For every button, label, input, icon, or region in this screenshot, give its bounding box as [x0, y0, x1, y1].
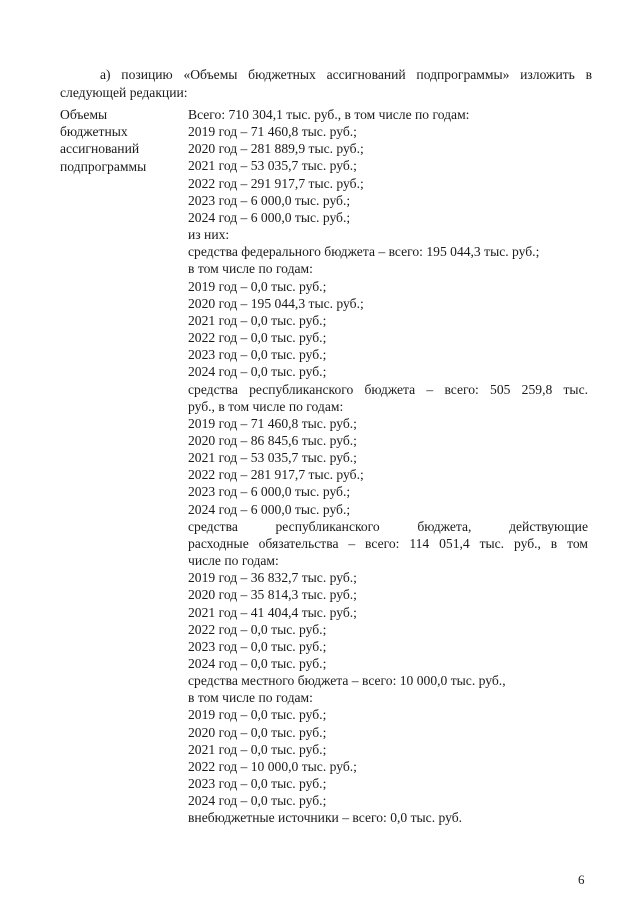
budget-line: 2022 год – 0,0 тыс. руб.; [188, 330, 327, 346]
budget-line: 2020 год – 0,0 тыс. руб.; [188, 724, 327, 740]
budget-line: Всего: 710 304,1 тыс. руб., в том числе по годам: [188, 107, 470, 122]
budget-line: 2022 год – 0,0 тыс. руб.; [188, 621, 327, 637]
label-line: ассигнований [60, 141, 140, 157]
budget-line: 2020 год – 35 814,3 тыс. руб.; [188, 587, 357, 603]
budget-line: внебюджетные источники – всего: 0,0 тыс. руб. [188, 810, 463, 826]
budget-line: средства республиканского бюджета – всего: 505 259,8 тыс. [188, 381, 588, 397]
budget-line: 2021 год – 0,0 тыс. руб.; [188, 741, 327, 757]
budget-line: 2019 год – 36 832,7 тыс. руб.; [188, 570, 357, 586]
budget-line: 2021 год – 0,0 тыс. руб.; [188, 312, 327, 328]
budget-line: средства местного бюджета – всего: 10 000,0 тыс. руб., [188, 673, 506, 689]
budget-line: 2023 год – 6 000,0 тыс. руб.; [188, 192, 351, 208]
budget-values-column [188, 106, 588, 827]
budget-line: 2024 год – 6 000,0 тыс. руб.; [188, 501, 351, 517]
budget-line: средства республиканского бюджета, действующие [188, 518, 588, 534]
budget-line: 2019 год – 0,0 тыс. руб.; [188, 707, 327, 723]
intro-paragraph: а) позицию «Объемы бюджетных ассигнований подпрограммы» изложить в следующей редакции: [60, 67, 592, 100]
budget-line: 2021 год – 53 035,7 тыс. руб.; [188, 450, 357, 466]
budget-line: 2024 год – 0,0 тыс. руб.; [188, 793, 327, 809]
budget-line: 2019 год – 71 460,8 тыс. руб.; [188, 415, 357, 431]
budget-line: в том числе по годам: [188, 261, 313, 277]
budget-label-column [60, 106, 180, 175]
budget-line: 2021 год – 41 404,4 тыс. руб.; [188, 604, 357, 620]
budget-line: 2021 год – 53 035,7 тыс. руб.; [188, 158, 357, 174]
label-line: Объемы [60, 107, 108, 122]
budget-line: 2023 год – 0,0 тыс. руб.; [188, 776, 327, 792]
budget-line: 2022 год – 10 000,0 тыс. руб.; [188, 758, 357, 774]
label-line: подпрограммы [60, 158, 147, 174]
budget-line: 2024 год – 0,0 тыс. руб.; [188, 656, 327, 671]
budget-line: 2022 год – 291 917,7 тыс. руб.; [188, 175, 364, 191]
budget-line: 2020 год – 281 889,9 тыс. руб.; [188, 141, 364, 157]
budget-line: руб., в том числе по годам: [188, 398, 344, 414]
budget-line: 2023 год – 6 000,0 тыс. руб.; [188, 484, 351, 500]
budget-line: 2023 год – 0,0 тыс. руб.; [188, 638, 327, 654]
budget-line: 2023 год – 0,0 тыс. руб.; [188, 347, 327, 363]
budget-line: 2020 год – 86 845,6 тыс. руб.; [188, 432, 357, 448]
budget-line: 2022 год – 281 917,7 тыс. руб.; [188, 467, 364, 483]
page-number: 6 [578, 872, 585, 887]
budget-line: 2019 год – 0,0 тыс. руб.; [188, 278, 327, 294]
budget-line: 2024 год – 6 000,0 тыс. руб.; [188, 209, 351, 225]
budget-line: расходные обязательства – всего: 114 051,4 тыс. руб., в том [188, 535, 588, 551]
budget-line: числе по годам: [188, 553, 279, 569]
budget-line: в том числе по годам: [188, 690, 313, 706]
label-line: бюджетных [60, 124, 128, 140]
budget-line: 2019 год – 71 460,8 тыс. руб.; [188, 124, 357, 140]
budget-line: 2024 год – 0,0 тыс. руб.; [188, 364, 327, 380]
budget-line: 2020 год – 195 044,3 тыс. руб.; [188, 295, 364, 311]
budget-line: средства федерального бюджета – всего: 195 044,3 тыс. руб.; [188, 244, 540, 260]
budget-line: из них: [188, 227, 230, 243]
